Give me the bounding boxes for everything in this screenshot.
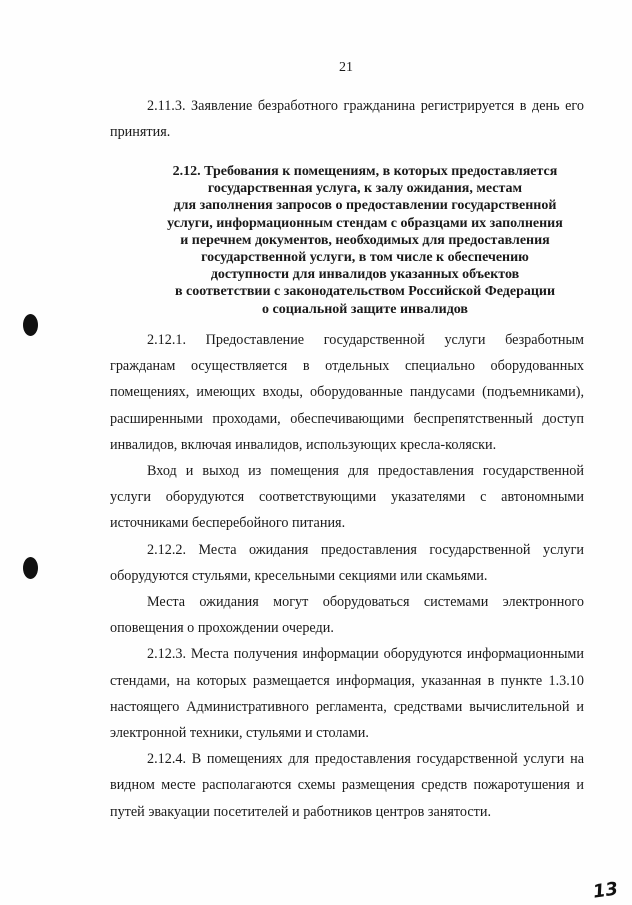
paragraph-entrance-exit: Вход и выход из помещения для предоставления государственной услуги оборудуются соответствующими указателями с автономными источниками бесперебойного питания. xyxy=(110,463,584,532)
heading-line: о социальной защите инвалидов xyxy=(262,301,468,317)
punch-hole-upper xyxy=(23,314,38,336)
paragraph-2-12-1: 2.12.1. Предоставление государственной услуги безработным гражданам осуществляется в отдельных специально оборудованных помещениях, имеющих входы, оборудованные пандусами (подъемниками), расширенными проходами, обеспечивающими беспрепятственный доступ инвалидов, включая инвалидов, использующих кресла-коляски. xyxy=(110,332,584,453)
paragraph-2-12-3: 2.12.3. Места получения информации оборудуются информационными стендами, на которых размещается информация, указанная в пункте 1.3.10 настоящего Административного регламента, средствами вычислительной и электронной техники, стульями и столами. xyxy=(110,646,584,742)
paragraph-2-12-4: 2.12.4. В помещениях для предоставления государственной услуги на видном месте располагаются схемы размещения средств пожаротушения и путей эвакуации посетителей и работников центров занятости. xyxy=(110,751,584,820)
section-heading-2-12 xyxy=(150,163,580,318)
heading-line: государственной услуги, в том числе к обеспечению xyxy=(201,250,529,266)
heading-line: государственная услуга, к залу ожидания, местам xyxy=(207,181,523,197)
heading-line: и перечнем документов, необходимых для предоставления xyxy=(180,232,550,248)
paragraph-block-top xyxy=(110,93,584,145)
paragraph-2-11-3: 2.11.3. Заявление безработного гражданина регистрируется в день его принятия. xyxy=(110,98,584,141)
handwritten-page-mark: 13 xyxy=(591,878,620,903)
heading-line: доступности для инвалидов указанных объектов xyxy=(210,267,520,283)
heading-line: для заполнения запросов о предоставлении государственной xyxy=(173,198,557,214)
punch-hole-lower xyxy=(23,557,38,579)
heading-line: услуги, информационным стендам с образцами их заполнения xyxy=(167,215,563,231)
paragraph-2-12-2: 2.12.2. Места ожидания предоставления государственной услуги оборудуются стульями, кресельными секциями или скамьями. xyxy=(110,541,584,584)
paragraph-block-body xyxy=(110,327,584,825)
heading-line: в соответствии с законодательством Российской Федерации xyxy=(174,284,556,300)
page-number: 21 xyxy=(339,60,353,75)
heading-line: 2.12. Требования к помещениям, в которых предоставляется xyxy=(172,164,558,179)
paragraph-waiting-notification: Места ожидания могут оборудоваться системами электронного оповещения о прохождении очереди. xyxy=(110,594,584,637)
